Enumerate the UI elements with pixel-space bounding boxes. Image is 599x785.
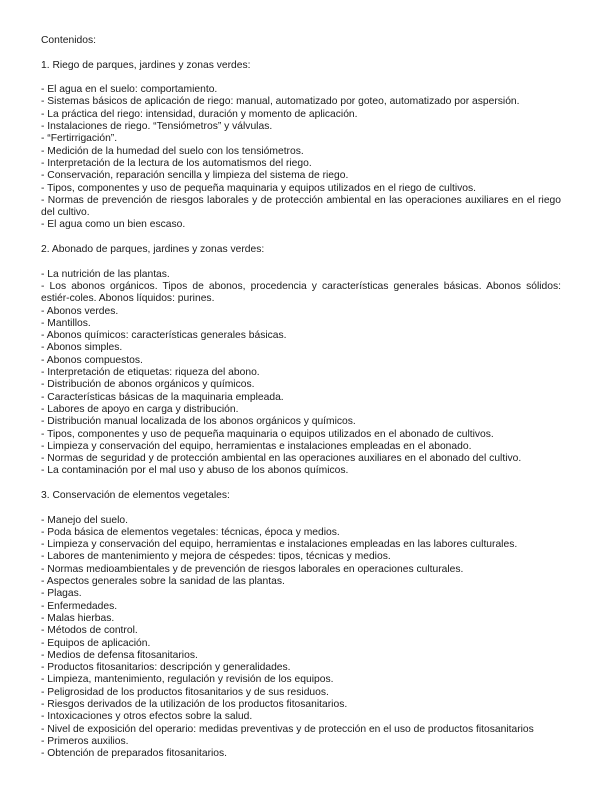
section-1 xyxy=(41,60,561,244)
list-item: - Labores de mantenimiento y mejora de céspedes: tipos, técnicas y medios. xyxy=(41,551,391,563)
list-item: - Equipos de aplicación. xyxy=(41,637,151,649)
spacer xyxy=(41,72,561,84)
list-item: - Limpieza, mantenimiento, regulación y revisión de los equipos. xyxy=(41,674,334,686)
list-item: - El agua en el suelo: comportamiento. xyxy=(41,84,218,96)
section-heading: 1. Riego de parques, jardines y zonas verdes: xyxy=(41,59,251,71)
list-item: - Tipos, componentes y uso de pequeña maquinaria y equipos utilizados en el riego de cultivos. xyxy=(41,182,477,194)
spacer xyxy=(41,232,561,244)
list-item: - Abonos verdes. xyxy=(41,305,119,317)
document-title: Contenidos: xyxy=(41,35,96,46)
section-item-list xyxy=(41,515,561,761)
list-item: - Normas de seguridad y de protección ambiental en las operaciones auxiliares en el abonado del cultivo. xyxy=(41,453,522,465)
list-item: - Distribución manual localizada de los abonos orgánicos y químicos. xyxy=(41,416,356,428)
list-item: - Poda básica de elementos vegetales: técnicas, época y medios. xyxy=(41,526,340,538)
spacer xyxy=(41,502,561,514)
list-item: - La contaminación por el mal uso y abuso de los abonos químicos. xyxy=(41,465,349,477)
list-item: - Riesgos derivados de la utilización de los productos fitosanitarios. xyxy=(41,699,348,711)
list-item: - Peligrosidad de los productos fitosanitarios y de sus residuos. xyxy=(41,686,329,698)
list-item: - Enfermedades. xyxy=(41,600,118,612)
list-item: - Características básicas de la maquinaria empleada. xyxy=(41,391,284,403)
list-item: - El agua como un bien escaso. xyxy=(41,219,186,231)
section-2 xyxy=(41,244,561,490)
spacer xyxy=(41,47,561,59)
list-item: - Abonos simples. xyxy=(41,342,123,354)
list-item: - Plagas. xyxy=(41,588,82,600)
section-item-list xyxy=(41,269,561,478)
list-item: - Medios de defensa fitosanitarios. xyxy=(41,649,198,661)
list-item: - Abonos químicos: características generales básicas. xyxy=(41,330,287,342)
list-item: - Interpretación de la lectura de los automatismos del riego. xyxy=(41,157,312,169)
list-item: - Labores de apoyo en carga y distribución. xyxy=(41,403,239,415)
list-item: - Nivel de exposición del operario: medidas preventivas y de protección en el uso de productos fitosanitarios xyxy=(41,723,534,735)
section-heading: 2. Abonado de parques, jardines y zonas verdes: xyxy=(41,244,265,256)
list-item: - La práctica del riego: intensidad, duración y momento de aplicación. xyxy=(41,108,358,120)
spacer xyxy=(41,256,561,268)
spacer xyxy=(41,478,561,490)
document-page xyxy=(41,35,561,761)
list-item: - Normas medioambientales y de prevención de riesgos laborales en operaciones culturales. xyxy=(41,563,464,575)
list-item: - Sistemas básicos de aplicación de riego: manual, automatizado por goteo, automatizado por aspersión. xyxy=(41,96,520,108)
list-item: - La nutrición de las plantas. xyxy=(41,268,170,280)
list-item: - Los abonos orgánicos. Tipos de abonos, procedencia y características generales básicas. Abonos sólidos: estiér-coles. Abonos líquidos: purines. xyxy=(41,280,561,305)
list-item: - Normas de prevención de riesgos laborales y de protección ambiental en las operaciones auxiliares en el riego del cultivo. xyxy=(41,194,561,219)
list-item: - Tipos, componentes y uso de pequeña maquinaria o equipos utilizados en el abonado de cultivos. xyxy=(41,428,494,440)
list-item: - “Fertirrigación”. xyxy=(41,133,118,145)
list-item: - Limpieza y conservación del equipo, herramientas e instalaciones empleadas en el abonado. xyxy=(41,440,472,452)
list-item: - Limpieza y conservación del equipo, herramientas e instalaciones empleadas en las labores culturales. xyxy=(41,539,518,551)
list-item: - Medición de la humedad del suelo con los tensiómetros. xyxy=(41,145,304,157)
sections-container xyxy=(41,60,561,761)
list-item: - Aspectos generales sobre la sanidad de las plantas. xyxy=(41,576,285,588)
list-item: - Intoxicaciones y otros efectos sobre la salud. xyxy=(41,711,253,723)
list-item: - Obtención de preparados fitosanitarios. xyxy=(41,748,228,760)
list-item: - Instalaciones de riego. “Tensiómetros” y válvulas. xyxy=(41,121,273,133)
list-item: - Métodos de control. xyxy=(41,625,138,637)
list-item: - Interpretación de etiquetas: riqueza del abono. xyxy=(41,367,260,379)
section-3 xyxy=(41,490,561,761)
list-item: - Mantillos. xyxy=(41,317,91,329)
list-item: - Distribución de abonos orgánicos y químicos. xyxy=(41,379,255,391)
list-item: - Conservación, reparación sencilla y limpieza del sistema de riego. xyxy=(41,170,349,182)
list-item: - Malas hierbas. xyxy=(41,612,115,624)
list-item: - Primeros auxilios. xyxy=(41,735,129,747)
list-item: - Manejo del suelo. xyxy=(41,514,129,526)
section-item-list xyxy=(41,84,561,232)
section-heading: 3. Conservación de elementos vegetales: xyxy=(41,489,230,501)
list-item: - Abonos compuestos. xyxy=(41,354,143,366)
list-item: - Productos fitosanitarios: descripción y generalidades. xyxy=(41,662,291,674)
